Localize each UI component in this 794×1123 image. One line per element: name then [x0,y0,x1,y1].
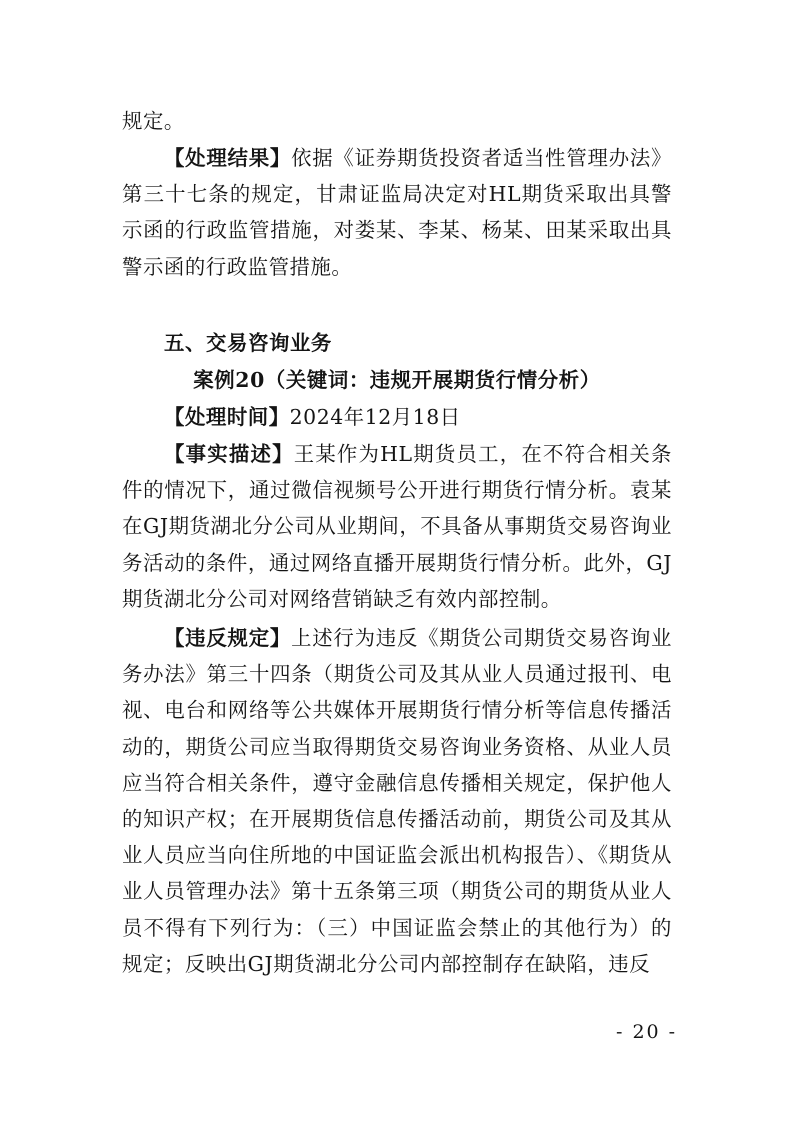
paragraph-handling-result [122,140,672,285]
paragraph-fact-description [122,436,672,617]
paragraph-text: 规定。 [122,109,185,133]
paragraph-text: 依据《证券期货投资者适当性管理办法》第三十七条的规定，甘肃证监局决定对HL期货采取出具警示函的行政监管措施，对娄某、李某、杨某、田某采取出具警示函的行政监管措施。 [122,146,672,279]
section-label: 【事实描述】 [164,442,294,466]
section-heading: 五、交易咨询业务 [164,331,332,355]
section-label: 【违反规定】 [164,626,292,650]
paragraph-text: 上述行为违反《期货公司期货交易咨询业务办法》第三十四条（期货公司及其从业人员通过报刊、电视、电台和网络等公共媒体开展期货行情分析等信息传播活动的，期货公司应当取得期货交易咨询业务资格、从业人员应当符合相关条件，遵守金融信息传播相关规定，保护他人的知识产权；在开展期货信息传播活动前，期货公司及其从业人员应当向住所地的中国证监会派出机构报告）、《期货从业人员管理办法》第十五条第三项（期货公司的期货从业人员不得有下列行为：（三）中国证监会禁止的其他行为）的规定；反映出GJ期货湖北分公司内部控制存在缺陷，违反 [122,626,672,976]
paragraph-violation [122,620,672,982]
section-label: 【处理时间】 [164,405,290,429]
paragraph-continuation [122,103,672,139]
paragraph-text: 王某作为HL期货员工，在不符合相关条件的情况下，通过微信视频号公开进行期货行情分析。袁某在GJ期货湖北分公司从业期间，不具备从事期货交易咨询业务活动的条件，通过网络直播开展期货行情分析。此外，GJ期货湖北分公司对网络营销缺乏有效内部控制。 [122,442,672,611]
case-title: 案例20（关键词：违规开展期货行情分析） [193,368,601,392]
paragraph-handling-time [122,399,672,435]
paragraph-text: 2024年12月18日 [289,405,461,429]
section-label: 【处理结果】 [164,146,292,170]
page-number: - 20 - [616,1021,678,1043]
